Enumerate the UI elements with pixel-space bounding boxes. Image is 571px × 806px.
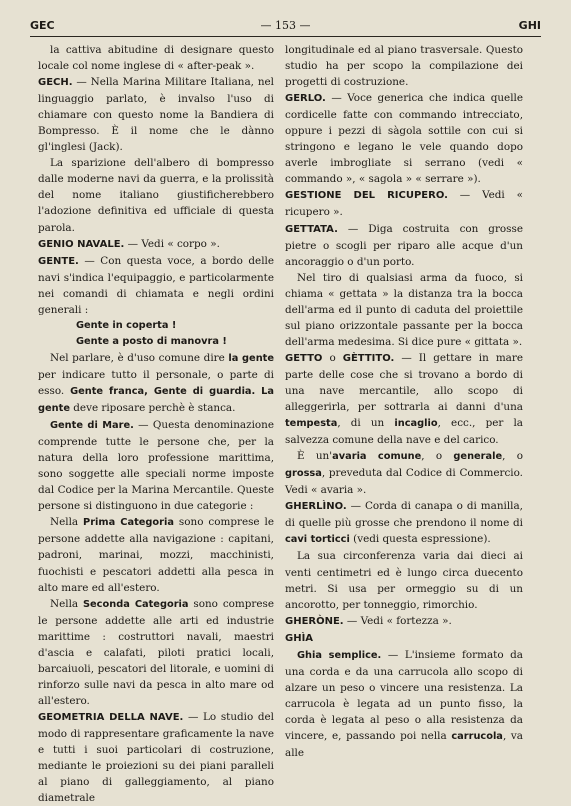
page-header bbox=[30, 19, 541, 33]
left-column bbox=[38, 42, 274, 806]
headword: GERLO. bbox=[285, 93, 326, 105]
entry-gherlino: GHERLÌNO. — Corda di canapa o di manilla, di quelle più grosse che prendono il nome di cavi torticci (vedi questa espressione). bbox=[285, 500, 523, 546]
header-rule bbox=[30, 36, 541, 37]
entry-gente: GENTE. — Con questa voce, a bordo delle navi s'indica l'equipaggio, e particolarmente nei comandi di chiamata e negli ordini generali : bbox=[38, 254, 274, 316]
headword: GESTIONE DEL RICUPERO. bbox=[285, 190, 448, 202]
command-phrase: Gente in coperta ! bbox=[76, 319, 177, 331]
headword: GEOMETRIA DELLA NAVE. bbox=[38, 711, 184, 723]
subheadword: Gente di Mare. bbox=[50, 420, 134, 432]
entry-paragraph: Nel parlare, è d'uso comune dire la gente per indicare tutto il personale, o parte di esso. Gente franca, Gente di guardia. La gente deve riposare perchè è stanca. bbox=[38, 351, 275, 415]
entry-continuation: la cattiva abitudine di designare questo locale col nome inglese di « after-peak ». bbox=[38, 44, 274, 73]
header-right-guide-word: GHI bbox=[518, 19, 541, 32]
entry-paragraph: Nella Seconda Categoria sono comprese le persone addette alle arti ed industrie marittime : costruttori navali, maestri d'ascia e calafati, piloti pratici locali, barcaiuoli, pescatori del litorale, e uomini di rinforzo sulle navi da pesca in alto mare od all'estero. bbox=[38, 597, 274, 707]
entry-continuation: longitudinale ed al piano trasversale. Questo studio ha per scopo la compilazione dei progetti di costruzione. bbox=[285, 44, 523, 89]
entry-getto: GETTO o GÈTTITO. — Il gettare in mare parte delle cose che si trovano a bordo di una nave mercantile, allo scopo di alleggerirla, per sottrarla ai danni d'una tempesta, di un incaglio, ecc., per la salvezza comune della nave e del carico. bbox=[285, 351, 523, 447]
headword: GETTATA. bbox=[285, 223, 338, 235]
headword: GETTO bbox=[285, 352, 323, 364]
headword: GHERLÌNO. bbox=[285, 501, 347, 513]
entry-paragraph: È un'avaria comune, o generale, o grossa, preveduta dal Codice di Commercio. Vedi « avaria ». bbox=[285, 450, 523, 497]
subheadword: Ghia semplice. bbox=[297, 649, 382, 661]
entry-gestione-del-ricupero: GESTIONE DEL RICUPERO. — Vedi « ricupero ». bbox=[285, 189, 523, 219]
entry-paragraph: Nella Prima Categoria sono comprese le persone addette alla navigazione : capitani, padroni, marinai, mozzi, macchinisti, fuochisti e pescatori addetti alla pesca in alto mare ed all'estero. bbox=[38, 516, 275, 594]
entry-paragraph: La sua circonferenza varia dai dieci ai venti centimetri ed è lungo circa duecento metri. Si usa per ormeggio su di un ancorotto, per tonneggio, rimorchio. bbox=[285, 550, 523, 611]
entry-genio-navale: GENIO NAVALE. — Vedi « corpo ». bbox=[38, 237, 220, 250]
entry-gherone: GHERÒNE. — Vedi « fortezza ». bbox=[285, 614, 452, 627]
headword: GHÌA bbox=[285, 632, 314, 644]
header-left-guide-word: GEC bbox=[30, 19, 55, 32]
entry-ghia bbox=[285, 630, 523, 647]
entry-gerlo: GERLO. — Voce generica che indica quelle cordicelle fatte con commando intrecciato, oppure i pezzi di sàgola sottile con cui si stringono e legano le vele quando dopo averle imbrogliate si serrano (vedi « commando », « sagola » « serrare »). bbox=[285, 92, 523, 186]
headword: GHERÒNE. bbox=[285, 615, 344, 627]
page-number: — 153 — bbox=[260, 19, 311, 32]
command-phrase: Gente a posto di manovra ! bbox=[76, 335, 227, 347]
subentry-gente-di-mare: Gente di Mare. — Questa denominazione comprende tutte le persone che, per la natura della loro professione marittima, sono soggette alle speciali norme imposte dal Codice per la Marina Mercantile. Queste persone si distinguono in due categorie : bbox=[38, 419, 274, 513]
headword: GÈTTITO. bbox=[342, 352, 395, 364]
entry-paragraph: La sparizione dell'albero di bompresso dalle moderne navi da guerra, e la prolissità del nome italiano giustificherebbero l'adozione definitiva ed ufficiale di questa parola. bbox=[38, 157, 274, 234]
entry-paragraph: Nel tiro di qualsiasi arma da fuoco, si chiama « gettata » la distanza tra la bocca dell'arma ed il punto di caduta del proiettile sul piano orizzontale passante per la bocca dell'arma medesima. Si dice pure « gittata ». bbox=[285, 271, 523, 348]
right-column bbox=[285, 42, 523, 761]
headword: GECH. bbox=[38, 77, 73, 89]
entry-gettata: GETTATA. — Diga costruita con grosse pietre o scogli per riparo alle acque d'un ancoraggio o d'un porto. bbox=[285, 222, 523, 268]
subentry-ghia-semplice: Ghia semplice. — L'insieme formato da una corda e da una carrucola allo scopo di alzare un peso o vincere una resistenza. La carrucola è legata ad un punto fisso, la corda è legata al peso o alla resistenza da vincere, e, passando poi nella carrucola, va alle bbox=[285, 648, 524, 760]
entry-gech: GECH. — Nella Marina Militare Italiana, nel linguaggio parlato, è invalso l'uso di chiamare con questo nome la Bandiera di Bompresso. È il nome che le dànno gl'inglesi (Jack). bbox=[38, 76, 274, 154]
headword: GENIO NAVALE. bbox=[38, 238, 125, 250]
entry-geometria-della-nave: GEOMETRIA DELLA NAVE. — Lo studio del modo di rappresentare graficamente la nave e tutti i suoi particolari di costruzione, mediante le proiezioni su dei piani paralleli al piano di galleggiamento, al piano diametrale bbox=[38, 710, 275, 805]
headword: GENTE. bbox=[38, 255, 79, 267]
